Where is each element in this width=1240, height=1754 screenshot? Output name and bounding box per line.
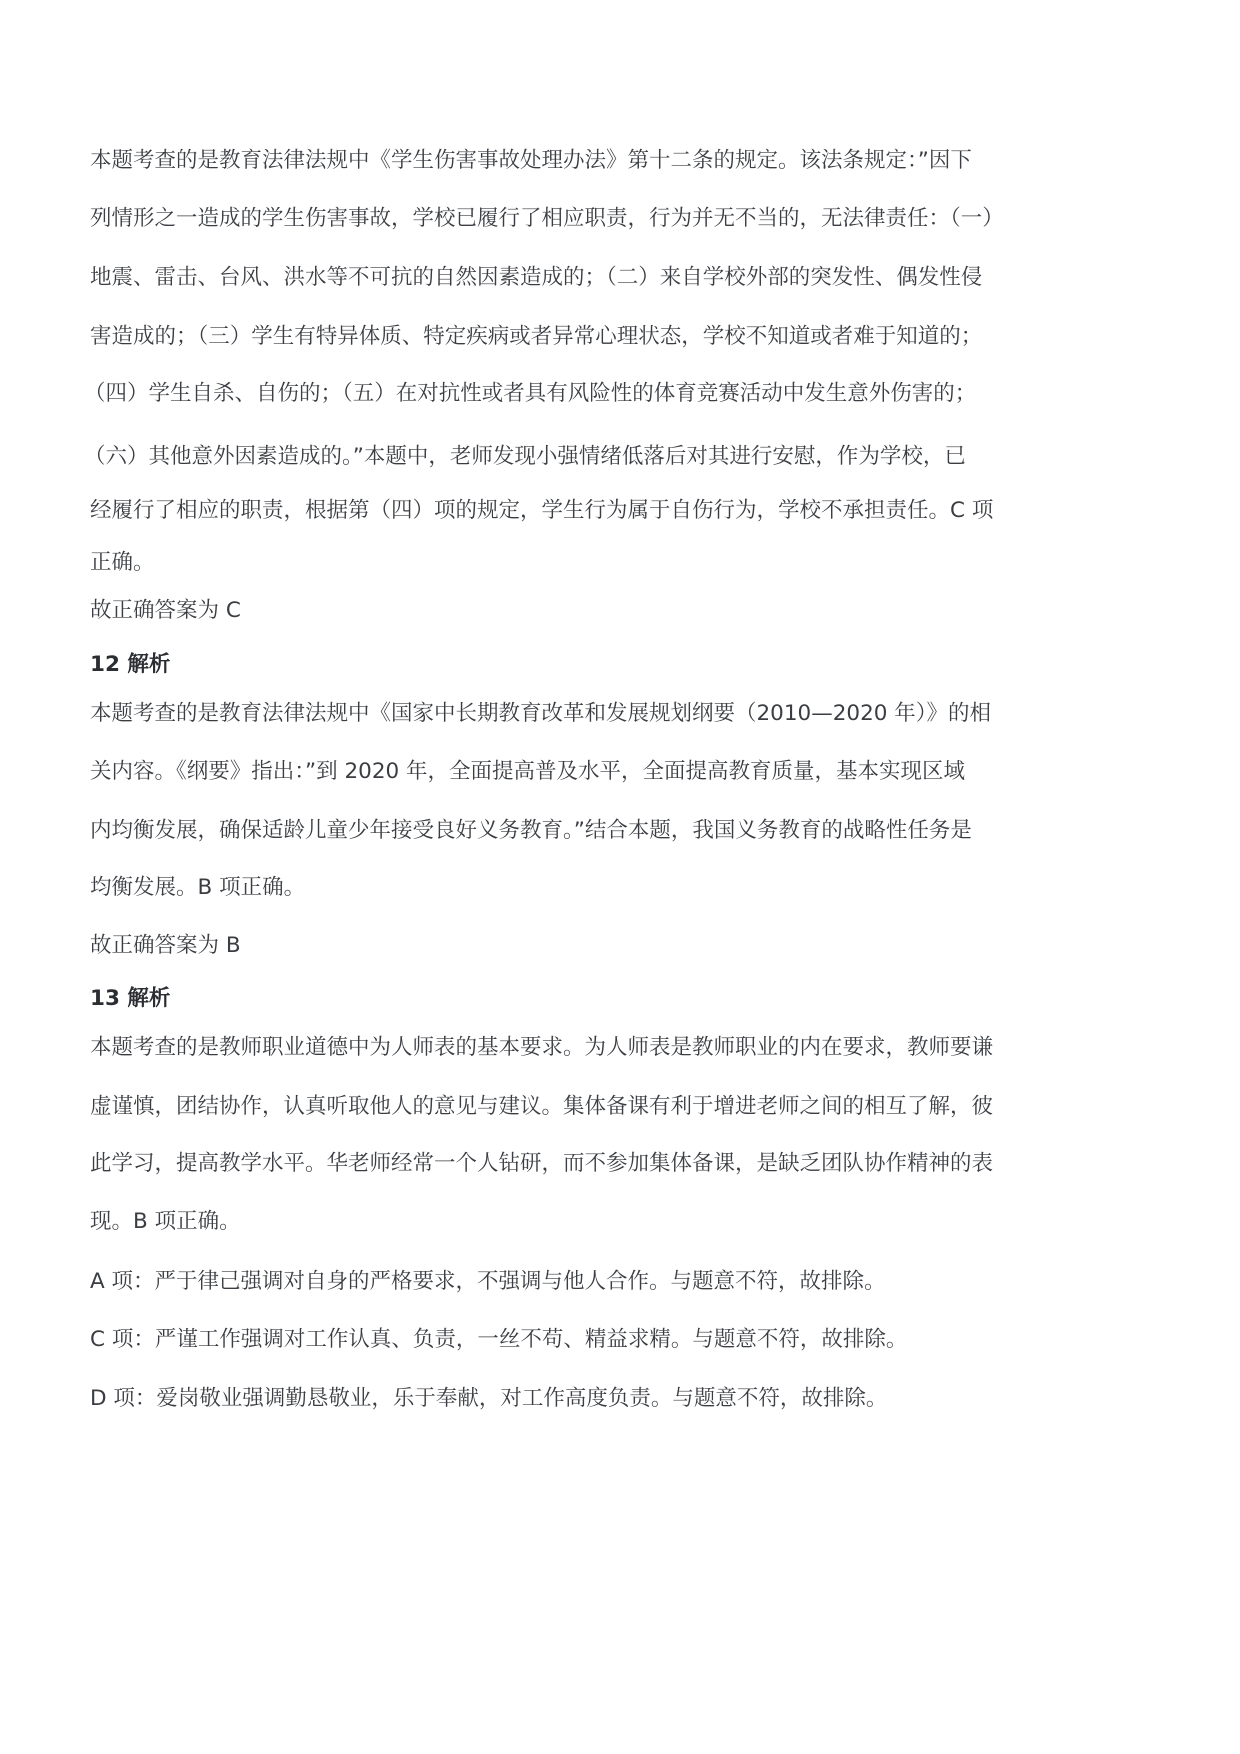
paragraph-line: 此学习，提高教学水平。华老师经常一个人钻研，而不参加集体备课，是缺乏团队协作精神的表 bbox=[90, 1151, 994, 1176]
paragraph-line: 害造成的；（三）学生有特异体质、特定疾病或者异常心理状态，学校不知道或者难于知道的； bbox=[90, 324, 983, 349]
paragraph-line: 内均衡发展，确保适龄儿童少年接受良好义务教育。”结合本题，我国义务教育的战略性任务是 bbox=[90, 818, 972, 843]
answer-line: 故正确答案为 B bbox=[90, 933, 241, 958]
option-line: A 项：严于律己强调对自身的严格要求，不强调与他人合作。与题意不符，故排除。 bbox=[90, 1269, 886, 1294]
answer-line: 故正确答案为 C bbox=[90, 598, 241, 623]
paragraph-line: 正确。 bbox=[90, 550, 155, 575]
paragraph-line: 现。B 项正确。 bbox=[90, 1209, 241, 1234]
paragraph-line: 经履行了相应的职责，根据第（四）项的规定，学生行为属于自伤行为，学校不承担责任。C 项 bbox=[90, 498, 994, 523]
paragraph-line: 地震、雷击、台风、洪水等不可抗的自然因素造成的；（二）来自学校外部的突发性、偶发性侵 bbox=[90, 265, 983, 290]
paragraph-line: 本题考查的是教育法律法规中《国家中长期教育改革和发展规划纲要（2010—2020 年）》的相 bbox=[90, 701, 992, 726]
paragraph-line: （六）其他意外因素造成的。”本题中，老师发现小强情绪低落后对其进行安慰，作为学校，已 bbox=[84, 444, 966, 469]
paragraph-line: 虚谨慎，团结协作，认真听取他人的意见与建议。集体备课有利于增进老师之间的相互了解，彼 bbox=[90, 1094, 994, 1119]
section-heading: 13 解析 bbox=[90, 986, 171, 1011]
option-line: C 项：严谨工作强调对工作认真、负责，一丝不苟、精益求精。与题意不符，故排除。 bbox=[90, 1327, 908, 1352]
option-line: D 项：爱岗敬业强调勤恳敬业，乐于奉献，对工作高度负责。与题意不符，故排除。 bbox=[90, 1386, 888, 1411]
paragraph-line: 均衡发展。B 项正确。 bbox=[90, 875, 306, 900]
paragraph-line: 本题考查的是教育法律法规中《学生伤害事故处理办法》第十二条的规定。该法条规定：”因下 bbox=[90, 148, 972, 173]
section-heading: 12 解析 bbox=[90, 652, 171, 677]
paragraph-line: 关内容。《纲要》指出：”到 2020 年，全面提高普及水平，全面提高教育质量，基本实现区域 bbox=[90, 759, 966, 784]
paragraph-line: （四）学生自杀、自伤的；（五）在对抗性或者具有风险性的体育竞赛活动中发生意外伤害的； bbox=[84, 381, 977, 406]
paragraph-line: 列情形之一造成的学生伤害事故，学校已履行了相应职责，行为并无不当的，无法律责任：（一） bbox=[90, 206, 1004, 231]
paragraph-line: 本题考查的是教师职业道德中为人师表的基本要求。为人师表是教师职业的内在要求，教师要谦 bbox=[90, 1035, 994, 1060]
